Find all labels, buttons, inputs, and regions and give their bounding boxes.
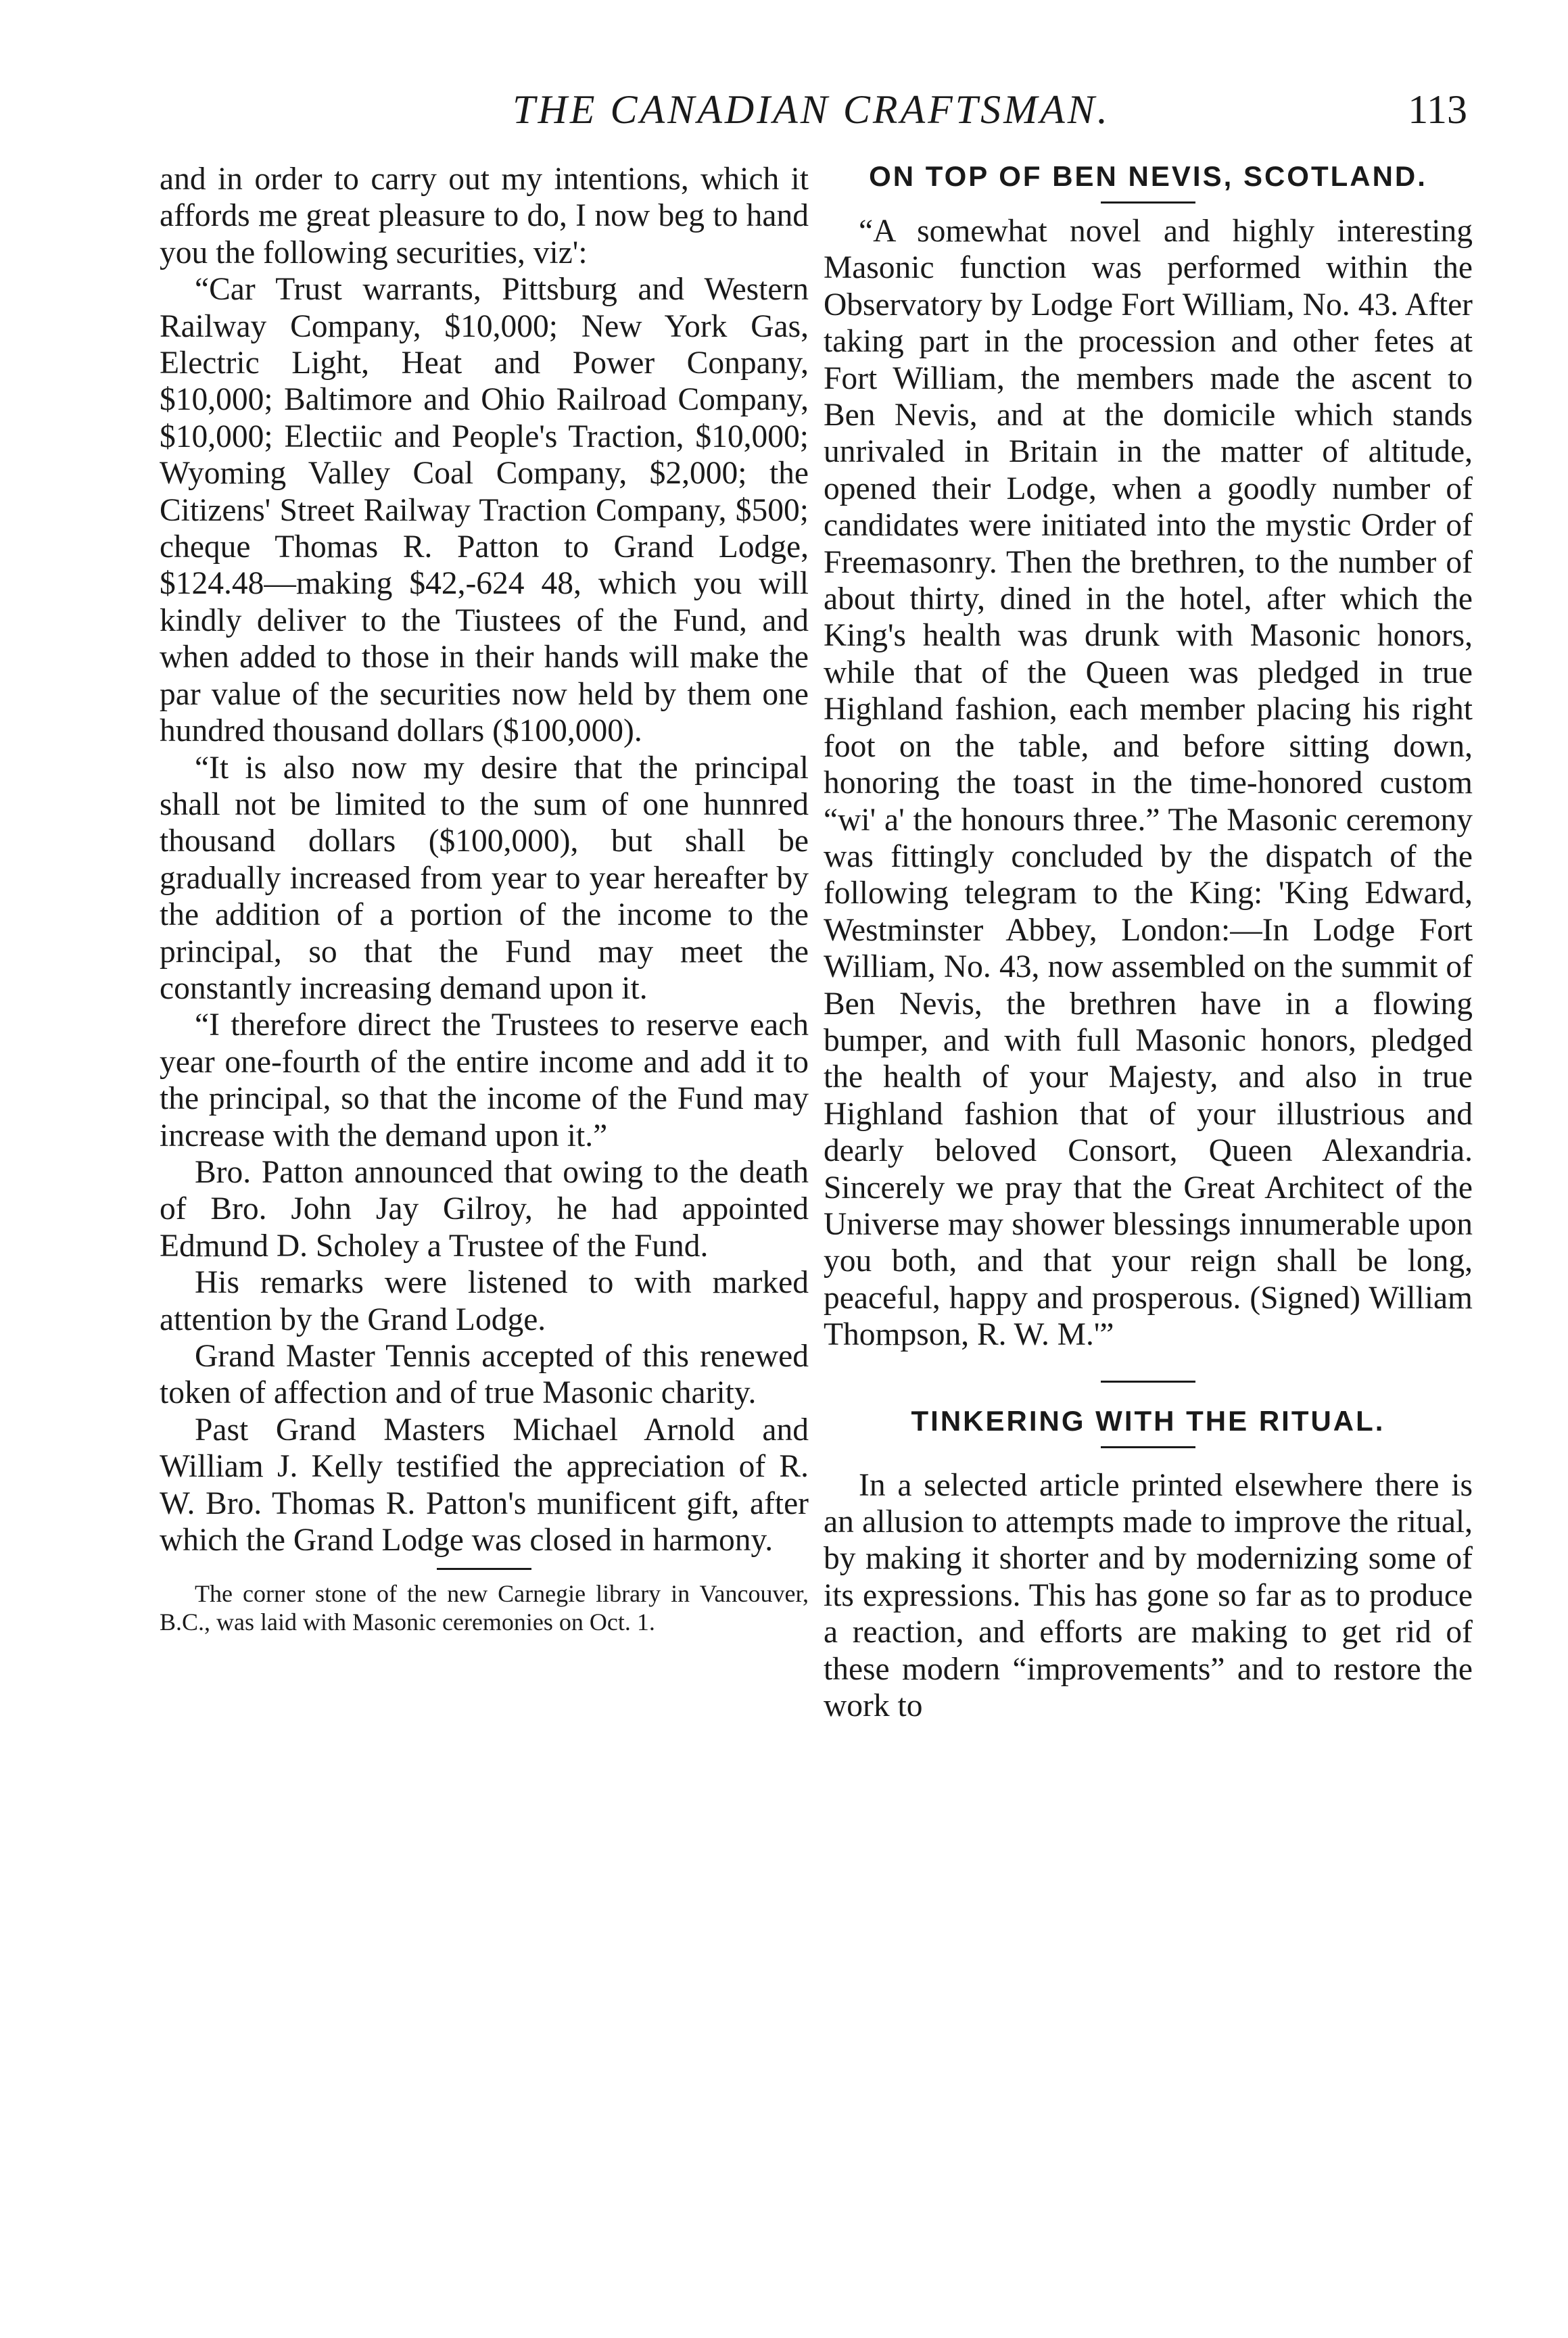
paragraph: Bro. Patton announced that owing to the death of Bro. John Jay Gilroy, he had appointed Edmund D. Scholey a Trustee of the Fund. xyxy=(160,1154,809,1264)
running-header xyxy=(156,87,1467,134)
paragraph: “I therefore direct the Trustees to reserve each year one-fourth of the entire income and add it to the principal, so that the income of the Fund may increase with the demand upon it.” xyxy=(160,1007,809,1153)
paragraph: “Car Trust warrants, Pittsburg and Western Railway Company, $10,000; New York Gas, Electric Light, Heat and Power Conpany, $10,000; Baltimore and Ohio Railroad Company, $10,000; Electiic and People's Traction, $10,000; Wyoming Valley Coal Company, $2,000; the Citizens' Street Railway Traction Company, $500; cheque Thomas R. Patton to Grand Lodge, $124.48—making $42,-624 48, which you will kindly deliver to the Tiustees of the Fund, and when added to those in their hands will make the par value of the securities now held by them one hundred thousand dollars ($100,000). xyxy=(160,272,809,749)
article-heading-ritual: TINKERING WITH THE RITUAL. xyxy=(911,1404,1385,1437)
journal-title: THE CANADIAN CRAFTSMAN. xyxy=(513,87,1110,132)
right-column xyxy=(824,161,1473,1724)
paragraph: Past Grand Masters Michael Arnold and William J. Kelly testified the appreciation of R. W. Bro. Thomas R. Patton's munificent gift, after which the Grand Lodge was closed in harmony. xyxy=(160,1412,809,1558)
article-body-ritual: In a selected article printed elsewhere there is an allusion to attempts made to improve the ritual, by making it shorter and by modernizing some of its expressions. This has gone so far as to produce a reaction, and efforts are making to get rid of these modern “improvements” and to restore the work to xyxy=(824,1467,1473,1724)
section-divider xyxy=(437,1568,531,1570)
article-body-ben-nevis: “A somewhat novel and highly interesting Masonic function was performed within the Observatory by Lodge Fort William, No. 43. After taking part in the procession and other fetes at Fort William, the members made the ascent to Ben Nevis, and at the domicile which stands unrivaled in Britain in the matter of altitude, opened their Lodge, when a goodly number of candidates were initiated into the mystic Order of Freemasonry. Then the brethren, to the number of about thirty, dined in the hotel, after which the King's health was drunk with Masonic honors, while that of the Queen was pledged in true Highland fashion, each member placing his right foot on the table, and before sitting down, honoring the toast in the time-honored custom “wi' a' the honours three.” The Masonic ceremony was fittingly concluded by the dispatch of the following telegram to the King: 'King Edward, Westminster Abbey, London:—In Lodge Fort William, No. 43, now assembled on the summit of Ben Nevis, the brethren have in a flowing bumper, and with full Masonic honors, pledged the health of your Majesty, and also in true Highland fashion that of your illustrious and dearly beloved Consort, Queen Alexandria. Sincerely we pray that the Great Architect of the Universe may shower blessings innumerable upon you both, and that your reign shall be long, peaceful, happy and prosperous. (Signed) William Thompson, R. W. M.'” xyxy=(824,214,1473,1353)
left-column xyxy=(160,161,809,1636)
section-divider xyxy=(1101,1381,1195,1383)
article-heading-ben-nevis: ON TOP OF BEN NEVIS, SCOTLAND. xyxy=(869,160,1427,192)
page-number: 113 xyxy=(1408,87,1467,132)
paragraph: “It is also now my desire that the principal shall not be limited to the sum of one hunnred thousand dollars ($100,000), but shall be gradually increased from year to year hereafter by the addition of a portion of the income to the principal, so that the Fund may meet the constantly increasing demand upon it. xyxy=(160,750,809,1006)
news-note: The corner stone of the new Carnegie library in Vancouver, B.C., was laid with Masonic ceremonies on Oct. 1. xyxy=(160,1580,809,1636)
paragraph: His remarks were listened to with marked attention by the Grand Lodge. xyxy=(160,1265,809,1337)
paragraph: and in order to carry out my intentions, which it affords me great pleasure to do, I now beg to hand you the following securities, viz': xyxy=(160,162,809,270)
paragraph: Grand Master Tennis accepted of this renewed token of affection and of true Masonic charity. xyxy=(160,1339,809,1411)
heading-divider xyxy=(1101,201,1195,204)
heading-divider xyxy=(1101,1446,1195,1448)
